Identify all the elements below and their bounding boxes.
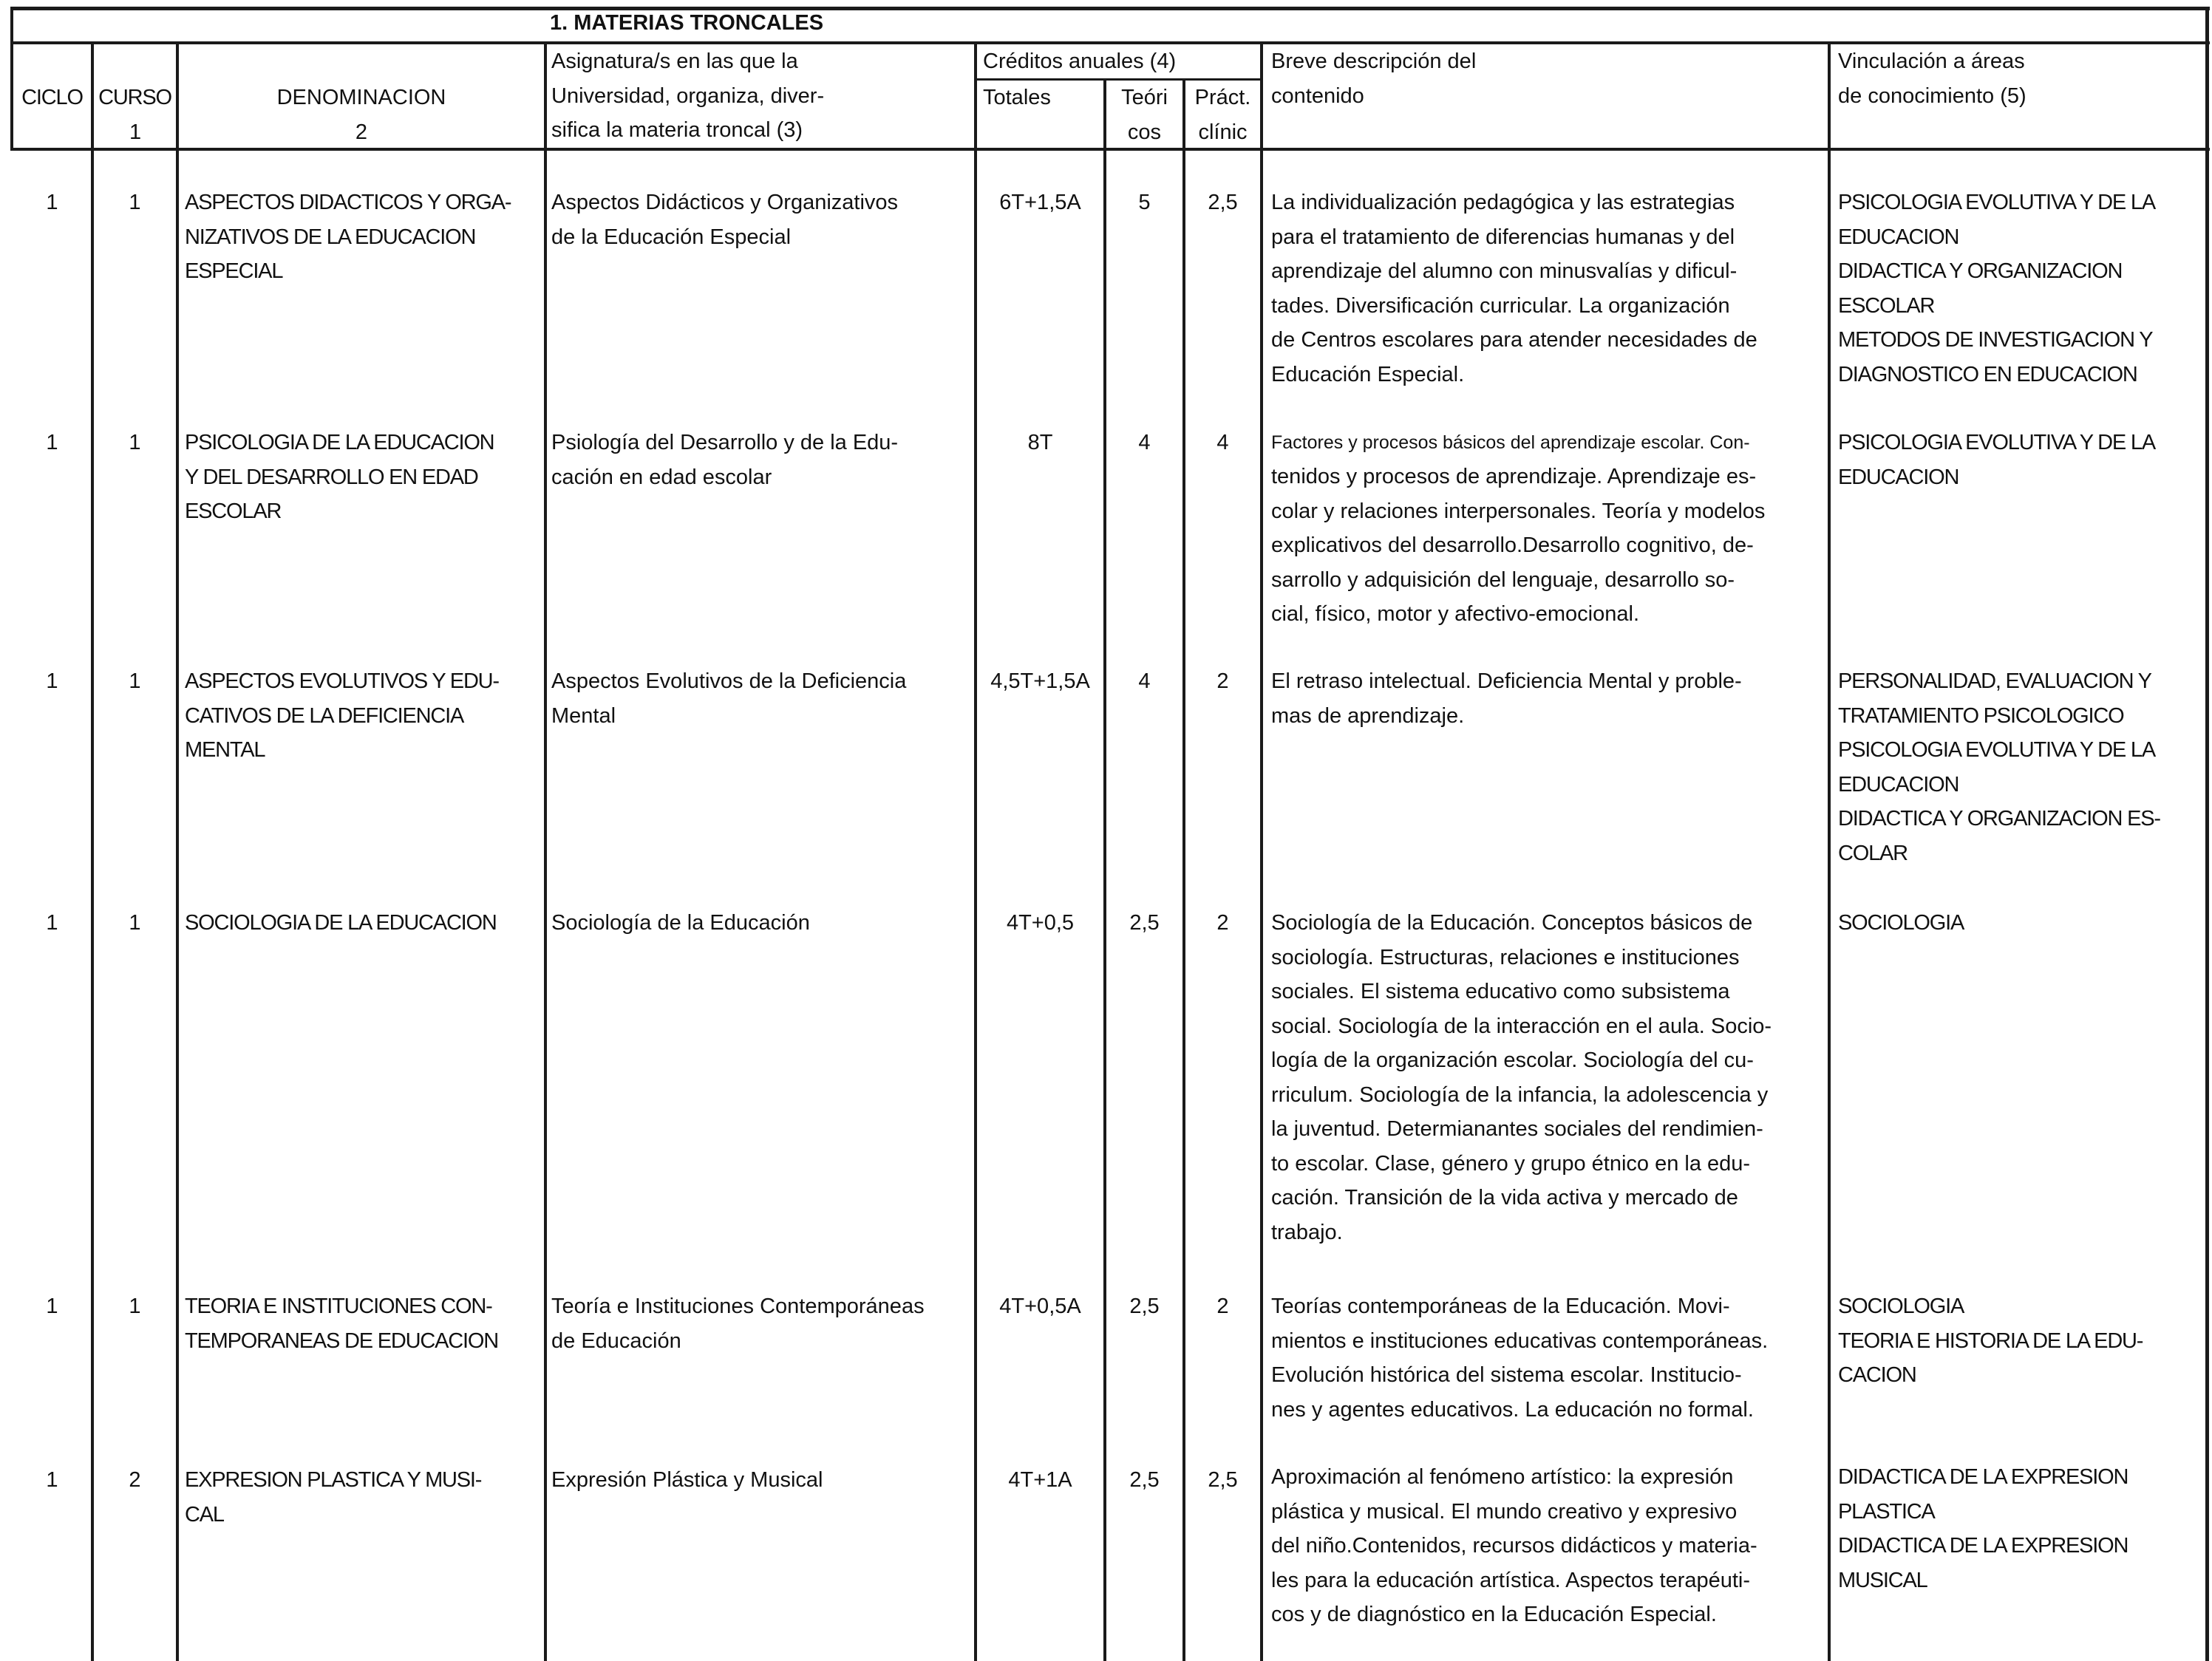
cell-teoricos: 2,5 xyxy=(1129,1295,1160,1318)
cell-totales: 4T+0,5 xyxy=(1006,911,1075,935)
cell-totales: 4T+1A xyxy=(1008,1468,1072,1492)
cell-denominacion: EXPRESION PLASTICA Y MUSI- CAL xyxy=(185,1468,482,1527)
cell-ciclo: 1 xyxy=(46,669,58,693)
table-top-border xyxy=(10,7,2210,10)
cell-descripcion: Sociología de la Educación. Conceptos básicos de sociología. Estructuras, relaciones e instituciones sociales. El sistema educativo como subsistema social. Sociología de la interacción en el aula. Socio- logía de la organización escolar. Sociología del cu- rriculum. Sociología de la infancia, la adolescencia y la juventud. Determianantes sociales del rendimien- to escolar. Clase, género y grupo étnico en la edu- cación. Transición de la vida activa y mercado de trabajo. xyxy=(1271,911,1772,1244)
cell-descripcion: El retraso intelectual. Deficiencia Mental y proble- mas de aprendizaje. xyxy=(1271,669,1742,728)
cell-ciclo: 1 xyxy=(46,191,58,214)
cell-practicos: 4 xyxy=(1216,431,1229,454)
section-title: 1. MATERIAS TRONCALES xyxy=(550,11,824,35)
cell-descripcion-first-line: Factores y procesos básicos del aprendizaje escolar. Con- xyxy=(1271,432,1750,453)
cell-denominacion: SOCIOLOGIA DE LA EDUCACION xyxy=(185,911,497,935)
cell-vinculacion: DIDACTICA DE LA EXPRESION PLASTICA DIDACTICA DE LA EXPRESION MUSICAL xyxy=(1838,1465,2128,1592)
header-practicos: Práct. clínic xyxy=(1194,86,1251,144)
cell-teoricos: 5 xyxy=(1138,191,1151,214)
cell-descripcion: Teorías contemporáneas de la Educación. Movi- mientos e instituciones educativas contemporáneas. Evolución histórica del sistema escolar. Institucio- nes y agentes educativos. La educación no formal. xyxy=(1271,1295,1769,1422)
cell-ciclo: 1 xyxy=(46,1468,58,1492)
cell-denominacion: PSICOLOGIA DE LA EDUCACION Y DEL DESARROLLO EN EDAD ESCOLAR xyxy=(185,431,494,523)
cell-descripcion: La individualización pedagógica y las estrategias para el tratamiento de diferencias humanas y del aprendizaje del alumno con minusvalías y dificul- tades. Diversificación curricular. La organización de Centros escolares para atender necesidades de Educación Especial. xyxy=(1271,191,1757,386)
header-creditos: Créditos anuales (4) xyxy=(983,50,1177,73)
column-rule-practicos-descripcion xyxy=(1260,43,1263,1661)
cell-asignatura: Psiología del Desarrollo y de la Edu- cación en edad escolar xyxy=(551,431,899,489)
header-totales: Totales xyxy=(983,86,1051,109)
cell-curso: 1 xyxy=(129,669,141,693)
cell-practicos: 2 xyxy=(1216,1295,1229,1318)
cell-totales: 8T xyxy=(1027,431,1053,454)
table-left-border xyxy=(10,7,13,151)
header-denominacion: DENOMINACION 2 xyxy=(276,86,446,144)
cell-practicos: 2 xyxy=(1216,911,1229,935)
cell-teoricos: 4 xyxy=(1138,669,1151,693)
cell-curso: 1 xyxy=(129,191,141,214)
cell-teoricos: 4 xyxy=(1138,431,1151,454)
cell-ciclo: 1 xyxy=(46,431,58,454)
cell-denominacion: TEORIA E INSTITUCIONES CON- TEMPORANEAS DE EDUCACION xyxy=(185,1295,498,1353)
header-curso: CURSO 1 xyxy=(98,86,171,144)
cell-denominacion: ASPECTOS EVOLUTIVOS Y EDU- CATIVOS DE LA DEFICIENCIA MENTAL xyxy=(185,669,499,762)
cell-asignatura: Aspectos Evolutivos de la Deficiencia Mental xyxy=(551,669,907,728)
column-rule-asignatura-totales xyxy=(974,43,977,1661)
cell-asignatura: Expresión Plástica y Musical xyxy=(551,1468,823,1492)
cell-ciclo: 1 xyxy=(46,911,58,935)
cell-asignatura: Sociología de la Educación xyxy=(551,911,810,935)
cell-practicos: 2 xyxy=(1216,669,1229,693)
column-rule-teoricos-practicos xyxy=(1182,78,1185,1661)
cell-teoricos: 2,5 xyxy=(1129,911,1160,935)
cell-teoricos: 2,5 xyxy=(1129,1468,1160,1492)
cell-vinculacion: SOCIOLOGIA TEORIA E HISTORIA DE LA EDU- CACION xyxy=(1838,1295,2143,1387)
cell-asignatura: Teoría e Instituciones Contemporáneas de Educación xyxy=(551,1295,925,1353)
cell-denominacion: ASPECTOS DIDACTICOS Y ORGA- NIZATIVOS DE LA EDUCACION ESPECIAL xyxy=(185,191,511,283)
header-asignatura: Asignatura/s en las que la Universidad, organiza, diver- sifica la materia troncal (3) xyxy=(551,50,825,142)
cell-vinculacion: PSICOLOGIA EVOLUTIVA Y DE LA EDUCACION DIDACTICA Y ORGANIZACION ESCOLAR METODOS DE INVESTIGACION Y DIAGNOSTICO EN EDUCACION xyxy=(1838,191,2155,386)
cell-vinculacion: PSICOLOGIA EVOLUTIVA Y DE LA EDUCACION xyxy=(1838,431,2155,489)
cell-vinculacion: PERSONALIDAD, EVALUACION Y TRATAMIENTO PSICOLOGICO PSICOLOGIA EVOLUTIVA Y DE LA EDUCACION DIDACTICA Y ORGANIZACION ES- COLAR xyxy=(1838,669,2160,865)
cell-practicos: 2,5 xyxy=(1208,1468,1238,1492)
cell-curso: 1 xyxy=(129,431,141,454)
cell-curso: 1 xyxy=(129,1295,141,1318)
cell-vinculacion: SOCIOLOGIA xyxy=(1838,911,1964,935)
table-right-border xyxy=(2205,7,2209,1661)
header-descripcion: Breve descripción del contenido xyxy=(1271,50,1477,108)
cell-descripcion: tenidos y procesos de aprendizaje. Aprendizaje es- colar y relaciones interpersonales. Teoría y modelos explicativos del desarrollo.Desarrollo cognitivo, de- sarrollo y adquisición del lenguaje, desarrollo so- cial, físico, motor y afectivo-emocional. xyxy=(1271,465,1766,626)
cell-totales: 6T+1,5A xyxy=(999,191,1081,214)
column-rule-descripcion-vinculacion xyxy=(1828,43,1831,1661)
cell-descripcion: Aproximación al fenómeno artístico: la expresión plástica y musical. El mundo creativo y expresivo del niño.Contenidos, recursos didácticos y materia- les para la educación artística. Aspectos terapéuti- cos y de diagnóstico en la Educación Especial. xyxy=(1271,1465,1757,1626)
cell-curso: 2 xyxy=(129,1468,141,1492)
cell-totales: 4T+0,5A xyxy=(999,1295,1081,1318)
header-teoricos: Teóri cos xyxy=(1121,86,1168,144)
column-rule-denominacion-asignatura xyxy=(544,43,547,1661)
cell-totales: 4,5T+1,5A xyxy=(990,669,1090,693)
cell-asignatura: Aspectos Didácticos y Organizativos de la Educación Especial xyxy=(551,191,899,249)
column-rule-curso-denominacion xyxy=(176,43,179,1661)
cell-curso: 1 xyxy=(129,911,141,935)
column-rule-ciclo-curso xyxy=(91,43,94,1661)
column-rule-totales-teoricos xyxy=(1103,78,1106,1661)
cell-ciclo: 1 xyxy=(46,1295,58,1318)
header-vinculacion: Vinculación a áreas de conocimiento (5) xyxy=(1838,50,2026,108)
header-ciclo: CICLO xyxy=(21,86,83,109)
cell-practicos: 2,5 xyxy=(1208,191,1238,214)
